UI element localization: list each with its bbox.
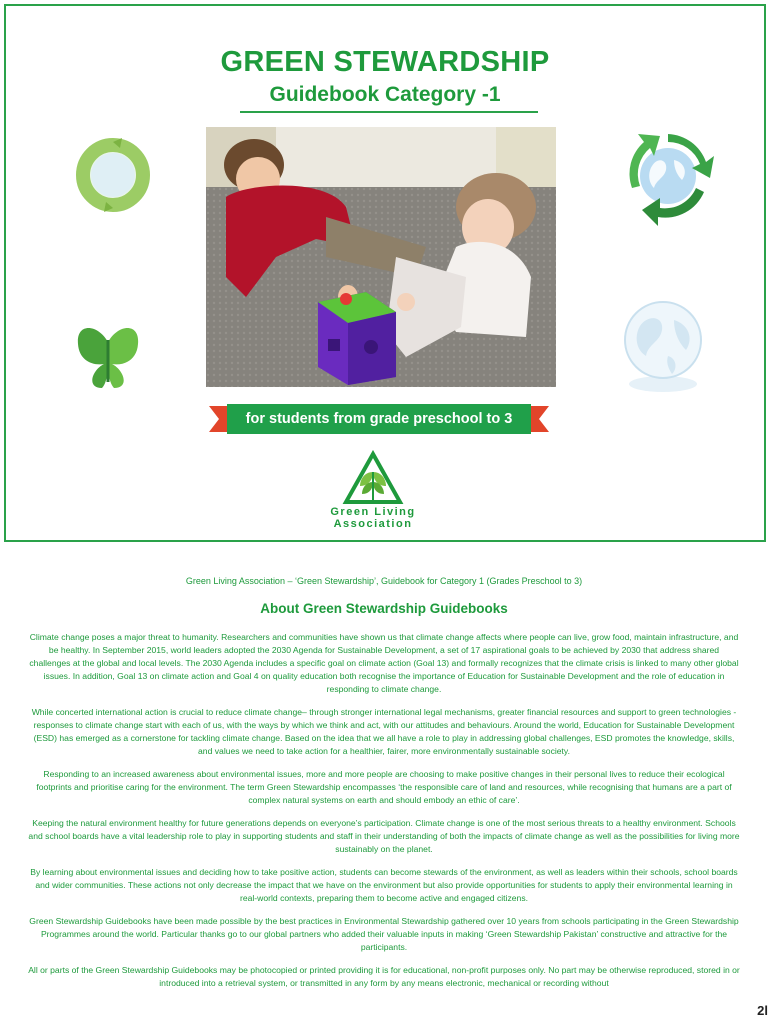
cover-page — [4, 4, 766, 542]
recycle-ring-icon — [68, 130, 158, 220]
logo-name-line2: Association — [333, 518, 413, 530]
paragraph: Keeping the natural environment healthy for future generations depends on everyone’s participation. Climate change is one of the most serious threats to a healthy environment. Schools and school boards have a vital leadership role to play in supporting students and staff in their understanding of both the impacts of climate change as well as the possibilities for living more sustainably on the planet. — [28, 818, 740, 854]
cover-subtitle: Guidebook Category -1 — [269, 83, 501, 106]
cover-photo — [206, 127, 556, 387]
globe-icon — [618, 296, 708, 396]
title-divider — [240, 111, 538, 113]
globe-recycle-icon — [618, 126, 718, 226]
document-header: Green Living Association – ‘Green Stewardship’, Guidebook for Category 1 (Grades Preschool to 3) — [185, 576, 583, 586]
grade-banner-text: for students from grade preschool to 3 — [245, 411, 513, 427]
green-living-logo — [318, 450, 428, 540]
butterfly-icon — [72, 322, 144, 392]
logo-name-line1: Green Living — [330, 506, 416, 518]
grade-banner — [209, 402, 549, 436]
paragraph: Green Stewardship Guidebooks have been made possible by the best practices in Environmental Stewardship gathered over 10 years from schools participating in the Green Stewardship Programmes around the world. Particular thanks go to our global partners who added their valuable inputs in making ‘Green Stewardship Pakistan’ constructive and attractive for the participants. — [29, 916, 739, 952]
paragraph: Climate change poses a major threat to humanity. Researchers and communities have shown us that climate change affects where people can live, grow food, maintain infrastructure, and be healthy. In September 2015, world leaders adopted the 2030 Agenda for Sustainable Development, a set of 17 aspirational goals to be achieved by 2030 that address shared challenges at the global and local levels. The 2030 Agenda includes a specific goal on climate action (Goal 13) and formally recognizes that the climate crisis is linked to many other global issues. In addition, Goal 13 on climate action and Goal 4 on quality education both recognise the importance of Education for Sustainable Development and the role of education in responding to climate change. — [29, 632, 739, 694]
paragraph: Responding to an increased awareness about environmental issues, more and more people are choosing to make positive changes in their personal lives to reduce their ecological footprints and prioritise caring for the environment. The term Green Stewardship encompasses ‘the responsible care of land and resources, while recognising that humans are a part of complex natural systems on earth and should embody an ethic of care’. — [36, 769, 732, 805]
page-edge-mark: 2l — [757, 1003, 768, 1018]
document-body — [28, 631, 740, 1000]
paragraph: By learning about environmental issues and deciding how to take positive action, students can become stewards of the environment, as well as leaders within their schools, school boards and wider communities. These actions not only decrease the impact that we have on the environment but also provide opportunities for students to apply their environmental learning in real-world contexts, preparing them to become active and engaged citizens. — [30, 867, 738, 903]
document-title: About Green Stewardship Guidebooks — [260, 601, 508, 616]
paragraph: While concerted international action is crucial to reduce climate change– through stronger international legal mechanisms, greater financial resources and support to green technologies - responses to climate change start with each of us, with the ways by which we think and act, with our attitudes and behaviours. Around the world, Education for Sustainable Development (ESD) has emerged as a cornerstone for tackling climate change. Based on the idea that we all have a role to play in addressing global challenges, ESD promotes the knowledge, skills, and values we need to take action for a healthier, fairer, more environmentally sustainable society. — [31, 707, 737, 756]
cover-title: GREEN STEWARDSHIP — [220, 46, 550, 78]
paragraph: All or parts of the Green Stewardship Guidebooks may be photocopied or printed providing it is for educational, non-profit purposes only. No part may be otherwise reproduced, stored in or introduced into a retrieval system, or transmitted in any form by any means electronic, mechanical or recording without — [28, 965, 740, 988]
